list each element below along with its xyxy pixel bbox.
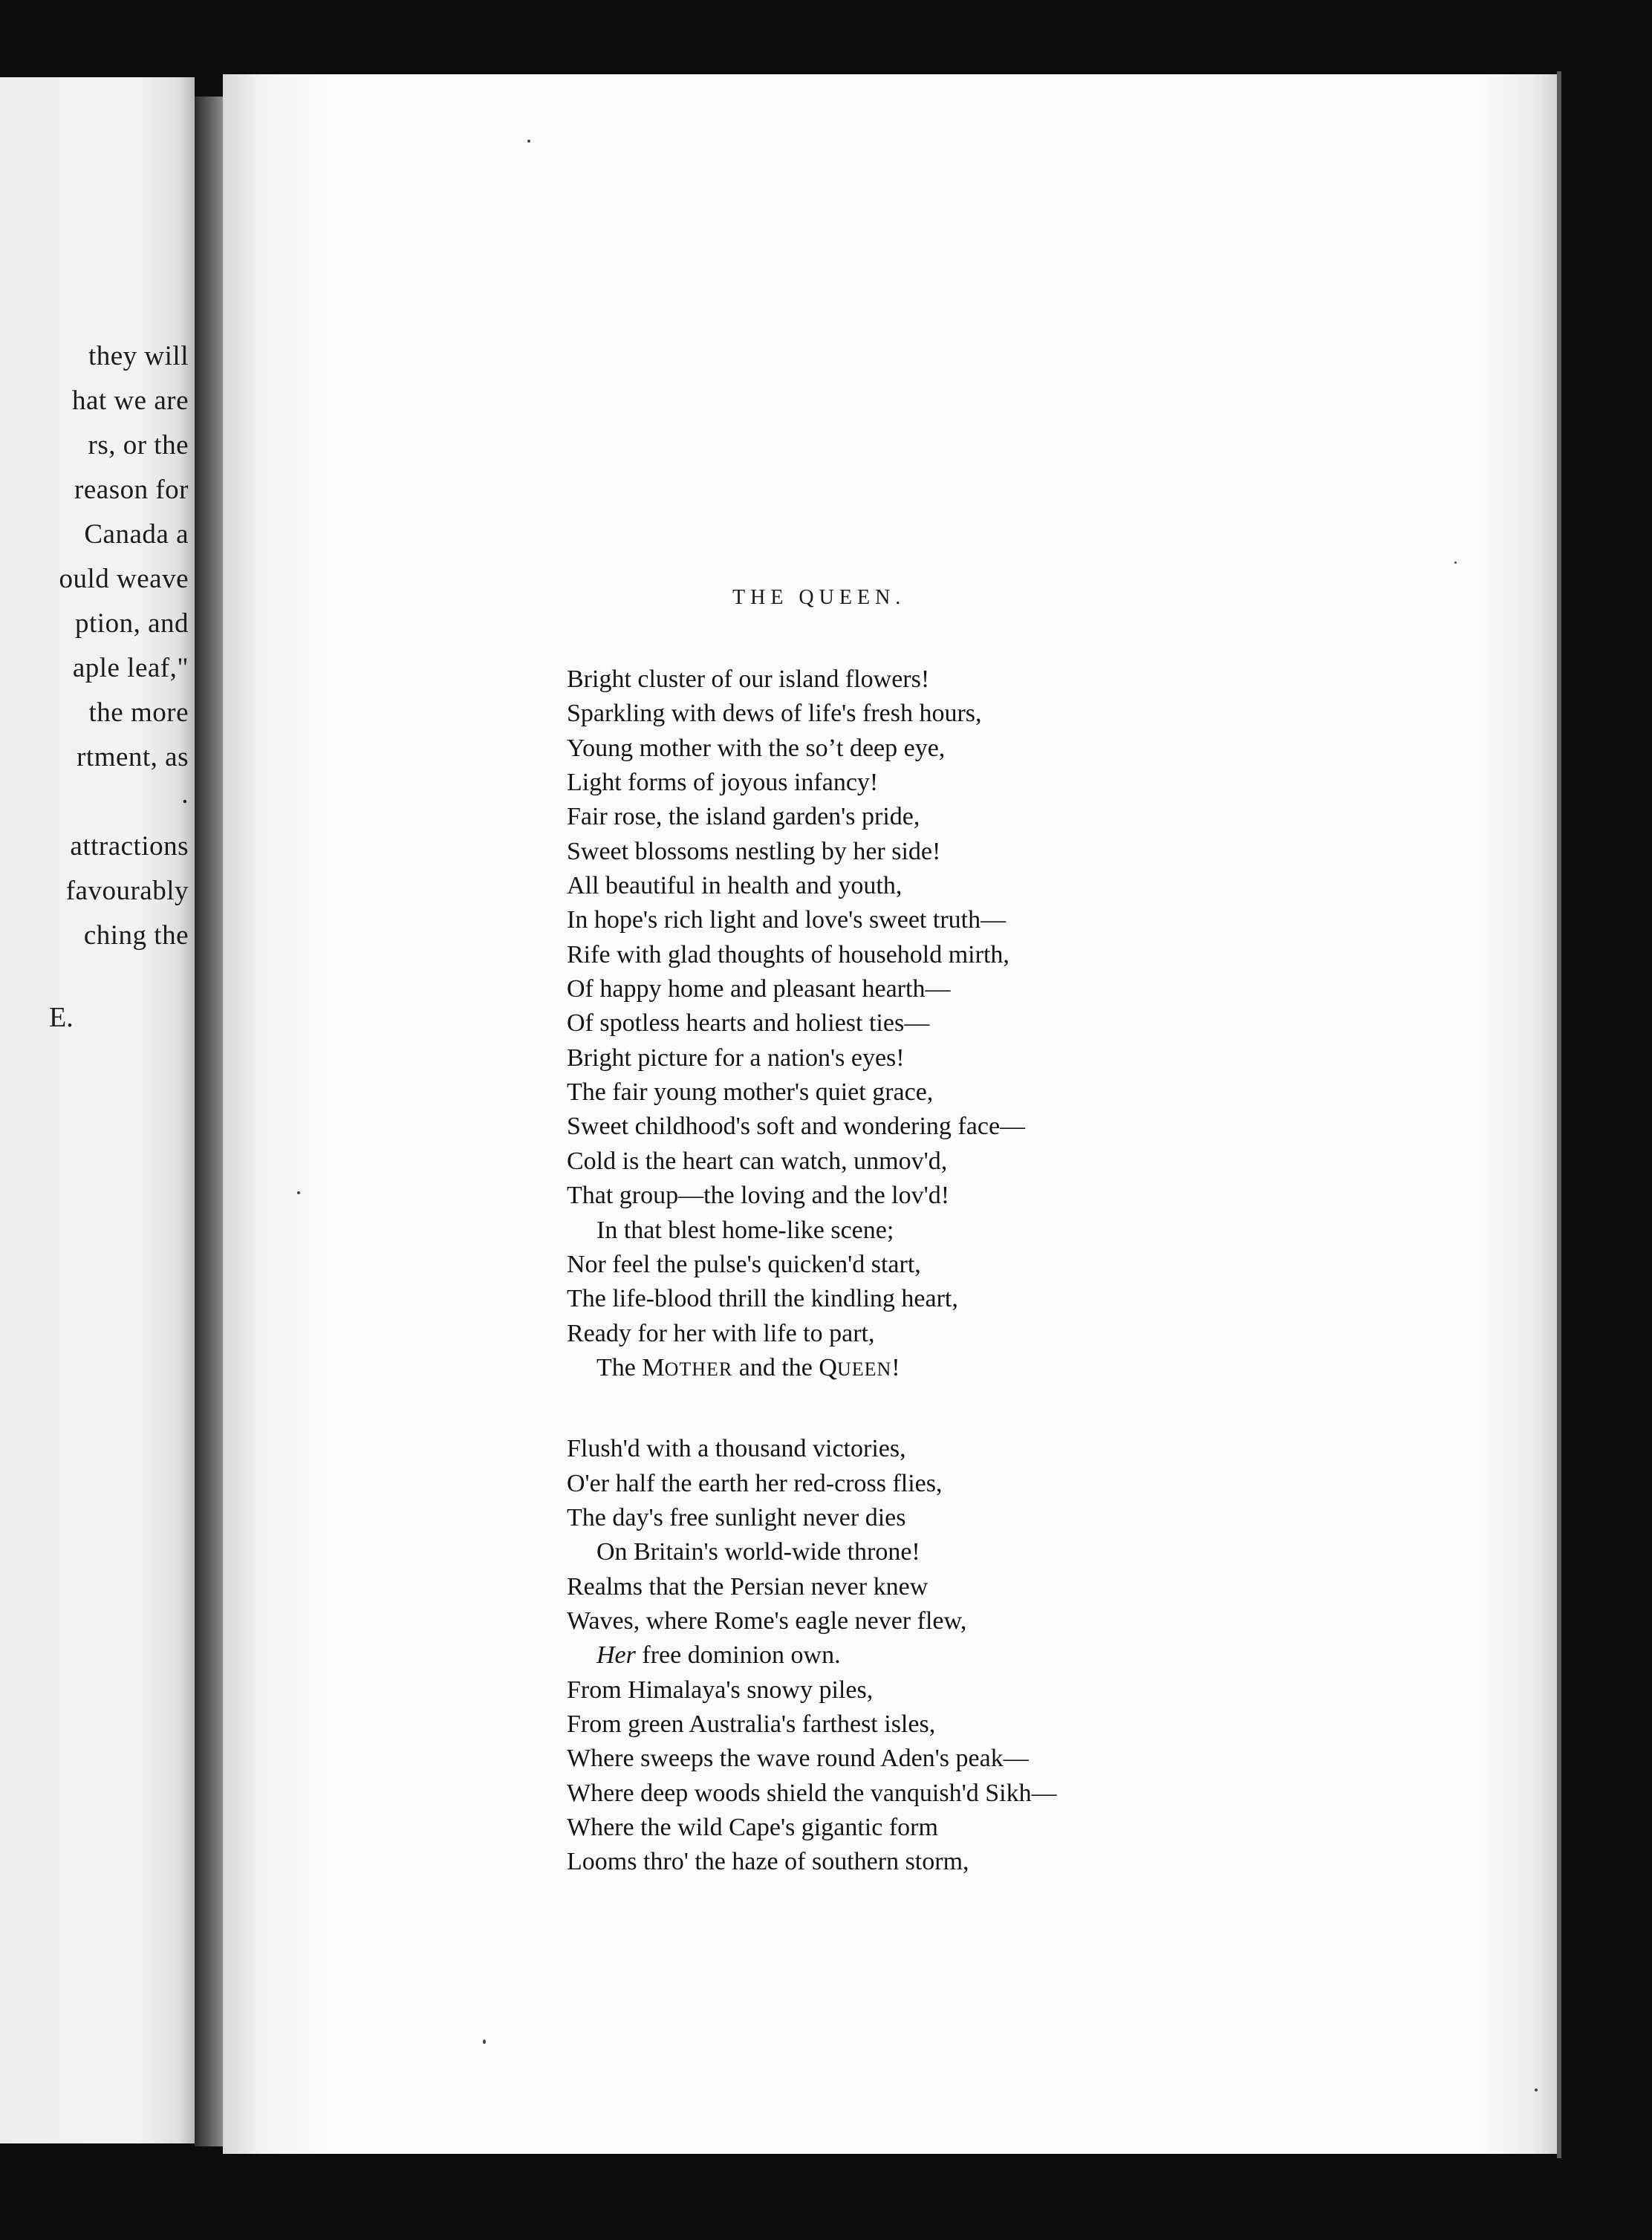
poem-line: Bright picture for a nation's eyes!	[567, 1044, 905, 1072]
poem-line: Where the wild Cape's gigantic form	[567, 1814, 938, 1841]
poem-line: The day's free sunlight never dies	[567, 1503, 906, 1531]
poem-line: Flush'd with a thousand victories,	[567, 1435, 906, 1463]
queen-small-caps: UEEN	[836, 1358, 892, 1380]
refrain-end: !	[891, 1353, 900, 1381]
poem-body	[567, 662, 1235, 1880]
poem-line: Where deep woods shield the vanquish'd Sikh—	[567, 1779, 1057, 1807]
poem-line: That group—the loving and the lov'd!	[567, 1182, 950, 1210]
left-line: Canada a	[84, 519, 189, 550]
poem-line-her	[567, 1638, 1235, 1673]
left-line: favourably	[65, 876, 189, 906]
her-italic: Her	[596, 1641, 636, 1670]
left-line: aple leaf,"	[72, 653, 189, 683]
poem-line: Realms that the Persian never knew	[567, 1572, 929, 1601]
paper-speck	[1535, 2088, 1538, 2091]
stanza-2	[567, 1432, 1235, 1879]
left-facing-page	[0, 77, 195, 2143]
left-page-text	[3, 334, 189, 958]
left-line: reason for	[74, 475, 189, 505]
left-line: attractions	[70, 831, 189, 862]
poem-line: Looms thro' the haze of southern storm,	[567, 1848, 969, 1876]
queen-initial: Q	[819, 1353, 837, 1381]
poem-line-refrain	[567, 1351, 1235, 1385]
poem-line: Waves, where Rome's eagle never flew,	[567, 1606, 967, 1635]
page-edge	[1557, 71, 1561, 2158]
poem-line: Light forms of joyous infancy!	[567, 769, 879, 797]
poem-line: Nor feel the pulse's quicken'd start,	[567, 1250, 921, 1278]
paper-speck	[483, 2039, 486, 2044]
left-line: the more	[88, 697, 189, 728]
mother-small-caps: OTHER	[664, 1358, 733, 1380]
left-line: .	[181, 779, 189, 810]
left-line: hat we are	[71, 385, 189, 416]
poem-line: In hope's rich light and love's sweet truth—	[567, 906, 1007, 934]
left-line: ould weave	[59, 564, 189, 594]
left-line: rs, or the	[88, 430, 189, 460]
stanza-1	[567, 662, 1235, 1385]
left-page-signature-initial: E.	[49, 1002, 74, 1033]
paper-speck	[527, 140, 530, 143]
poem-line: Fair rose, the island garden's pride,	[567, 803, 920, 831]
poem-line: Ready for her with life to part,	[567, 1319, 875, 1347]
poem-line: On Britain's world-wide throne!	[596, 1538, 920, 1566]
poem-line: In that blest home-like scene;	[596, 1216, 894, 1244]
poem-line: Where sweeps the wave round Aden's peak—	[567, 1745, 1029, 1773]
poem-title: THE QUEEN.	[732, 586, 906, 609]
paper-speck	[1454, 561, 1457, 564]
her-rest: free dominion own.	[635, 1641, 841, 1670]
left-line: ching the	[83, 920, 189, 951]
refrain-pre: The	[596, 1353, 643, 1381]
left-line: they will	[88, 341, 189, 371]
poem-line: Sweet childhood's soft and wondering face—	[567, 1113, 1026, 1141]
poem-line: All beautiful in health and youth,	[567, 872, 903, 900]
stanza-break	[567, 1385, 1235, 1432]
poem-line: From Himalaya's snowy piles,	[567, 1676, 874, 1704]
poem-line: From green Australia's farthest isles,	[567, 1710, 936, 1738]
poem-line: The life-blood thrill the kindling heart,	[567, 1285, 958, 1313]
left-line: ption, and	[75, 608, 189, 639]
left-line: rtment, as	[77, 742, 189, 772]
paper-speck	[297, 1191, 300, 1194]
mother-initial: M	[642, 1353, 665, 1381]
poem-line: Cold is the heart can watch, unmov'd,	[567, 1147, 948, 1175]
poem-line: Of happy home and pleasant hearth—	[567, 975, 951, 1003]
poem-line: Rife with glad thoughts of household mirth,	[567, 940, 1009, 968]
poem-line: Bright cluster of our island flowers!	[567, 665, 930, 693]
poem-line: The fair young mother's quiet grace,	[567, 1078, 934, 1107]
poem-line: Of spotless hearts and holiest ties—	[567, 1009, 930, 1038]
poem-line: Young mother with the soʼt deep eye,	[567, 734, 946, 762]
poem-line: O'er half the earth her red-cross flies,	[567, 1469, 943, 1497]
poem-line: Sweet blossoms nestling by her side!	[567, 837, 941, 865]
poem-line: Sparkling with dews of life's fresh hours,	[567, 700, 982, 728]
refrain-mid: and the	[732, 1353, 819, 1381]
